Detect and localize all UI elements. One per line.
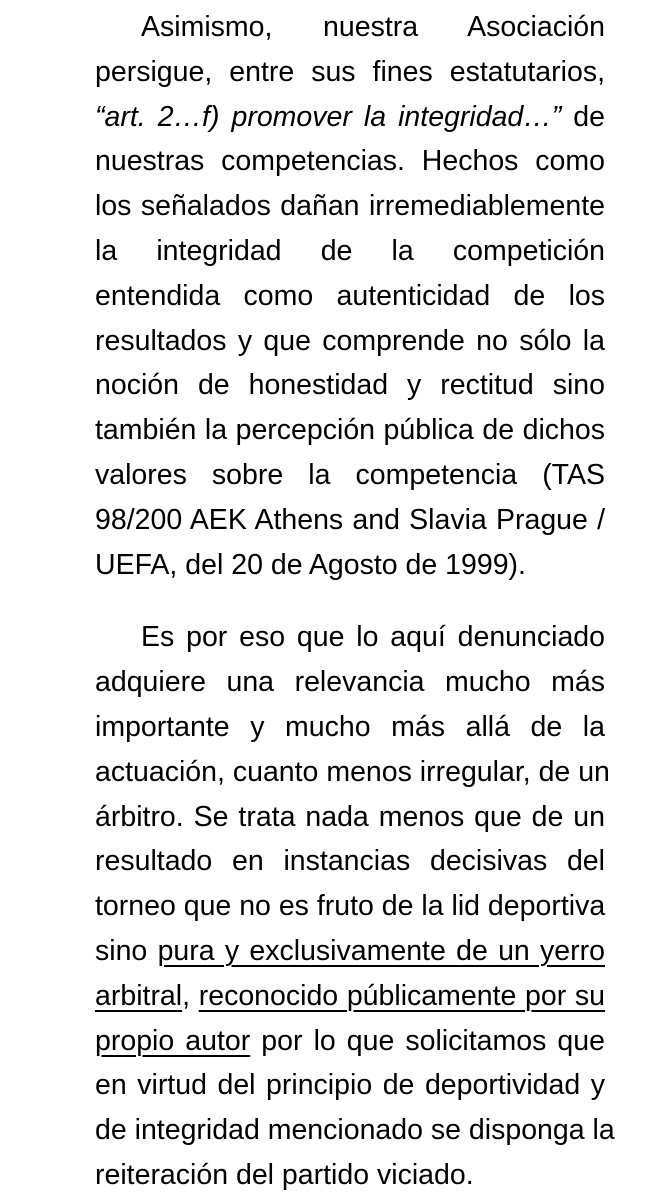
text-line: persigue, entre sus fines estatutarios, [95, 55, 605, 88]
text-fragment: sino [95, 934, 158, 967]
text-line: árbitro. Se trata nada menos que de un [95, 800, 605, 833]
text-line: resultado en instancias decisivas del [95, 845, 605, 878]
text-line: Asimismo, nuestra Asociación [141, 11, 605, 43]
text-line: adquiere una relevancia mucho más [95, 666, 605, 699]
text-line: los señalados dañan irremediablemente [95, 190, 605, 223]
text-line [95, 974, 605, 1019]
text-line: importante y mucho más allá de la [95, 710, 605, 743]
text-fragment: de [561, 100, 605, 133]
text-line: de integridad mencionado se disponga la [95, 1114, 615, 1147]
text-line [95, 1019, 605, 1064]
document-page [95, 0, 615, 1198]
text-line: entendida como autenticidad de los [95, 279, 605, 312]
statute-quote: “art. 2…f) promover la integridad…” [95, 100, 562, 133]
text-line: 98/200 AEK Athens and Slavia Prague / [95, 503, 605, 536]
text-line: UEFA, del 20 de Agosto de 1999). [95, 548, 526, 581]
text-line [95, 929, 605, 974]
text-line: también la percepción pública de dichos [95, 414, 605, 447]
underlined-text: pura y exclusivamente de un yerro [157, 934, 605, 967]
text-line [95, 95, 605, 140]
underlined-text: arbitral [95, 979, 183, 1012]
text-line: noción de honestidad y rectitud sino [95, 369, 605, 402]
text-fragment: por lo que solicitamos que [250, 1024, 605, 1057]
text-line: Es por eso que lo aquí denunciado [141, 621, 605, 654]
text-fragment: , [182, 979, 199, 1012]
text-line: torneo que no es fruto de la lid deportiva [95, 890, 606, 923]
text-line: actuación, cuanto menos irregular, de un [95, 755, 610, 788]
text-line: reiteración del partido viciado. [95, 1158, 474, 1191]
paragraph-2 [95, 615, 615, 1197]
paragraph-1 [95, 0, 605, 587]
underlined-text: reconocido públicamente por su [198, 979, 606, 1012]
text-line: en virtud del principio de deportividad y [95, 1069, 605, 1102]
underlined-text: propio autor [95, 1024, 251, 1057]
text-line: la integridad de la competición [95, 234, 605, 267]
text-line: valores sobre la competencia (TAS [95, 458, 605, 491]
text-line: nuestras competencias. Hechos como [95, 145, 605, 178]
text-line: resultados y que comprende no sólo la [95, 324, 605, 357]
